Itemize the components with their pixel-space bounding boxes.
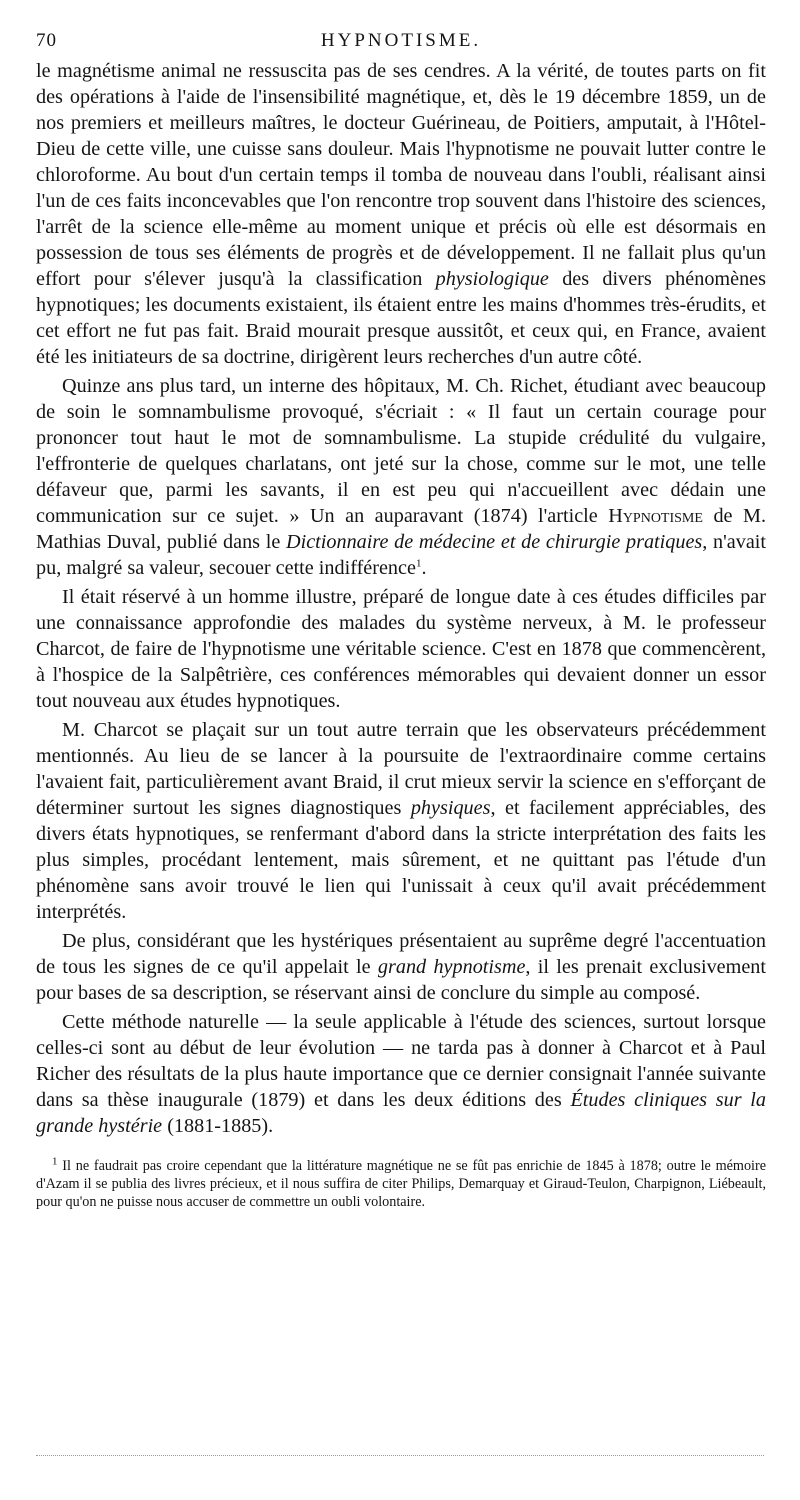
- body-text: [36, 58, 766, 1139]
- paragraph: Cette méthode naturelle — la seule applicable à l'étude des sciences, surtout lorsque celles-ci sont au début de leur évolution — ne tarda pas à donner à Charcot et à Paul Richer des résultats de la plus haute importance que ce dernier consignait l'année suivante dans sa thèse inaugurale (1879) et dans les deux éditions des Études cliniques sur la grande hystérie (1881-1885).: [36, 1011, 767, 1137]
- italic-term: physiologique: [435, 268, 549, 290]
- paragraph: Il était réservé à un homme illustre, préparé de longue date à ces études difficiles par une connaissance approfondie des malades du système nerveux, à M. le professeur Charcot, de faire de l'hypnotisme une véritable science. C'est en 1878 que commencèrent, à l'hospice de la Salpêtrière, ces conférences mémorables qui devaient donner un essor tout nouveau aux études hypnotiques.: [36, 586, 766, 712]
- footnote-text: Il ne faudrait pas croire cependant que la littérature magnétique ne se fût pas enrichie de 1845 à 1878; outre le mémoire d'Azam il se publia des livres précieux, et il nous suffira de citer Philips, Demarquay et Giraud-Teulon, Charpignon, Liébeault, pour qu'on ne puisse nous accuser de commettre un oubli volontaire.: [36, 1158, 767, 1210]
- italic-title: Dictionnaire de médecine et de chirurgie pratiques: [286, 531, 703, 553]
- page-header: [36, 30, 766, 58]
- italic-title: Études cliniques sur la grande hystérie: [36, 1089, 767, 1137]
- bottom-dotted-rule: [36, 1455, 764, 1456]
- book-page: [36, 30, 766, 1211]
- italic-term: physiques: [410, 797, 491, 819]
- footnote-marker: 1: [52, 1155, 58, 1168]
- paragraph: le magnétisme animal ne ressuscita pas de ses cendres. A la vérité, de toutes parts on fit des opérations à l'aide de l'insensibilité magnétique, et, dès le 19 décembre 1859, un de nos premiers et meilleurs maîtres, le docteur Guérineau, de Poitiers, amputait, à l'Hôtel-Dieu de cette ville, une cuisse sans douleur. Mais l'hypnotisme ne pouvait lutter contre le chloroforme. Au bout d'un certain temps il tomba de nouveau dans l'oubli, réalisant ainsi l'un de ces faits inconcevables que l'on rencontre trop souvent dans l'histoire des sciences, l'arrêt de la science elle-même au moment unique et précis où elle est désormais en possession de tous ses éléments de progrès et de développement. Il ne fallait plus qu'un effort pour s'élever jusqu'à la classification physiologique des divers phénomènes hypnotiques; les documents existaient, ils étaient entre les mains d'hommes très-érudits, et cet effort ne fut pas fait. Braid mourait presque aussitôt, et ceux qui, en France, avaient été les initiateurs de sa doctrine, dirigèrent leurs recherches d'un autre côté.: [36, 60, 766, 368]
- page-number: 70: [36, 30, 57, 51]
- footnote: [36, 1157, 766, 1211]
- small-caps-term: Hypnotisme: [608, 505, 703, 527]
- paragraph: Quinze ans plus tard, un interne des hôpitaux, M. Ch. Richet, étudiant avec beaucoup de soin le somnambulisme provoqué, s'écriait : « Il faut un certain courage pour prononcer tout haut le mot de somnambulisme. La stupide crédulité du vulgaire, l'effronterie de quelques charlatans, ont jeté sur la chose, comme sur le mot, une telle défaveur que, parmi les savants, il en est peu qui n'accueillent avec dédain une communication sur ce sujet. » Un an auparavant (1874) l'article Hypnotisme de M. Mathias Duval, publié dans le Dictionnaire de médecine et de chirurgie pratiques, n'avait pu, malgré sa valeur, secouer cette indifférence$^1$.: [36, 375, 767, 579]
- paragraph: De plus, considérant que les hystériques présentaient au suprême degré l'accentuation de tous les signes de ce qu'il appelait le grand hypnotisme, il les prenait exclusivement pour bases de sa description, se réservant ainsi de conclure du simple au composé.: [36, 930, 766, 1004]
- running-title: HYPNOTISME.: [320, 30, 482, 51]
- footnote-reference: 1: [415, 557, 422, 570]
- italic-term: grand hypnotisme: [377, 956, 526, 978]
- paragraph: M. Charcot se plaçait sur un tout autre terrain que les observateurs précédemment mentionnés. Au lieu de se lancer à la poursuite de l'extraordinaire comme certains l'avaient fait, particulièrement avant Braid, il crut mieux servir la science en s'efforçant de déterminer surtout les signes diagnostiques physiques, et facilement appréciables, des divers états hypnotiques, se renfermant d'abord dans la stricte interprétation des faits les plus simples, procédant lentement, mais sûrement, et ne quittant pas l'étude d'un phénomène sans avoir trouvé le lien qui l'unissait à ceux qu'il avait précédemment interprétés.: [36, 719, 766, 923]
